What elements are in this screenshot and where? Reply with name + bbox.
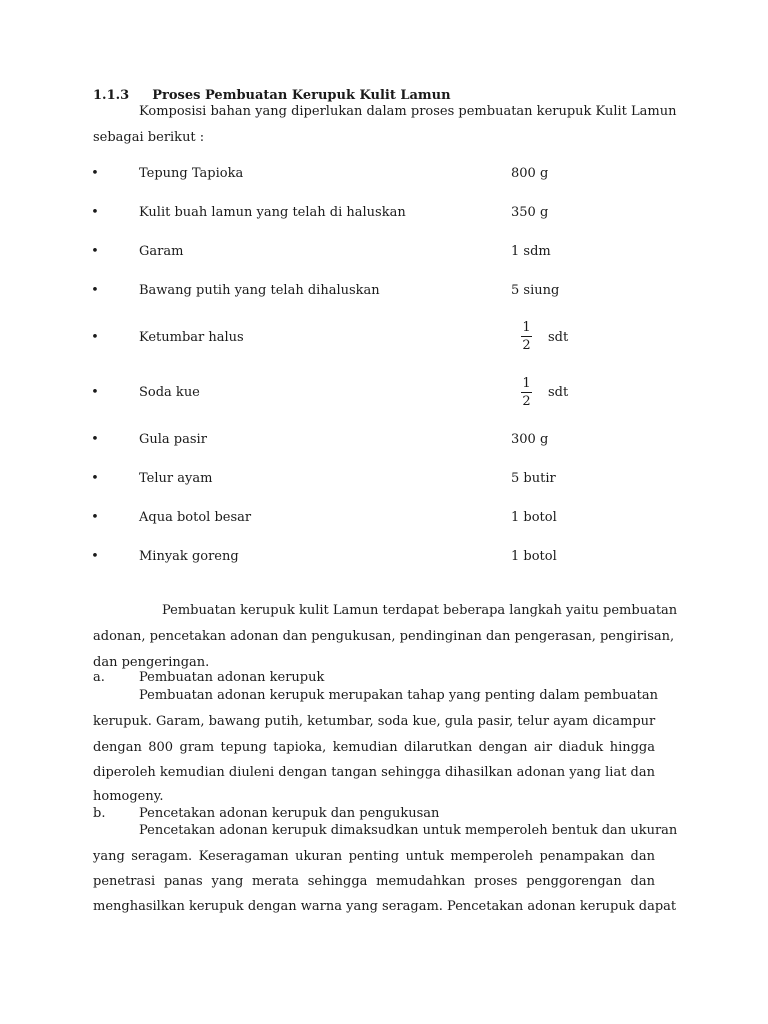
bullet-icon: • <box>91 205 99 220</box>
ingredient-name: Aqua botol besar <box>139 510 252 525</box>
bullet-icon: • <box>91 549 99 564</box>
ingredient-amount: 5 siung <box>511 283 560 298</box>
ingredient-name: Kulit buah lamun yang telah di haluskan <box>139 205 406 220</box>
step-b-title: Pencetakan adonan kerupuk dan pengukusan <box>139 806 440 821</box>
ingredient-name: Telur ayam <box>139 471 213 486</box>
fraction-denominator: 2 <box>522 394 531 409</box>
section-title: Proses Pembuatan Kerupuk Kulit Lamun <box>152 88 451 103</box>
fraction-denominator: 2 <box>522 338 531 353</box>
ingredient-name: Bawang putih yang telah dihaluskan <box>139 283 380 298</box>
step-a-line-2: kerupuk. Garam, bawang putih, ketumbar, soda kue, gula pasir, telur ayam dicampur <box>93 714 656 729</box>
step-a-line-4: diperoleh kemudian diuleni dengan tangan sehingga dihasilkan adonan yang liat dan <box>93 765 655 780</box>
fraction-numerator: 1 <box>522 376 531 391</box>
ingredient-amount: 1 sdm <box>511 244 551 259</box>
ingredient-name: Garam <box>139 244 184 259</box>
ingredient-name: Minyak goreng <box>139 549 239 564</box>
step-a-line-3: dengan 800 gram tepung tapioka, kemudian dilarutkan dengan air diaduk hingga <box>93 740 655 755</box>
ingredient-name: Gula pasir <box>139 432 207 447</box>
fraction-bar <box>521 336 532 337</box>
ingredient-unit: sdt <box>548 330 569 345</box>
fraction-bar <box>521 392 532 393</box>
fraction-numerator: 1 <box>522 320 531 335</box>
bullet-icon: • <box>91 432 99 447</box>
fraction-amount <box>521 376 532 409</box>
ingredient-amount: 1 botol <box>511 549 557 564</box>
bullet-icon: • <box>91 244 99 259</box>
ingredient-amount: 1 botol <box>511 510 557 525</box>
ingredient-unit: sdt <box>548 385 569 400</box>
step-a-line-1: Pembuatan adonan kerupuk merupakan tahap yang penting dalam pembuatan <box>139 688 658 703</box>
step-b-line-4: menghasilkan kerupuk dengan warna yang seragam. Pencetakan adonan kerupuk dapat <box>93 899 677 914</box>
step-b-label: b. <box>93 806 106 821</box>
bullet-icon: • <box>91 166 99 181</box>
bullet-icon: • <box>91 385 99 400</box>
ingredient-name: Ketumbar halus <box>139 330 244 345</box>
bullet-icon: • <box>91 510 99 525</box>
bullet-icon: • <box>91 283 99 298</box>
step-b-line-3: penetrasi panas yang merata sehingga memudahkan proses penggorengan dan <box>93 874 655 889</box>
steps-para-line-1: Pembuatan kerupuk kulit Lamun terdapat beberapa langkah yaitu pembuatan <box>162 603 678 618</box>
steps-para-line-2: adonan, pencetakan adonan dan pengukusan, pendinginan dan pengerasan, pengirisan, <box>93 629 675 644</box>
bullet-icon: • <box>91 330 99 345</box>
step-a-label: a. <box>93 670 105 685</box>
ingredient-amount: 350 g <box>511 205 549 220</box>
steps-para-line-3: dan pengeringan. <box>93 655 210 670</box>
step-b-line-1: Pencetakan adonan kerupuk dimaksudkan untuk memperoleh bentuk dan ukuran <box>139 823 678 838</box>
fraction-amount <box>521 320 532 353</box>
ingredient-name: Tepung Tapioka <box>139 166 244 181</box>
intro-line-1: Komposisi bahan yang diperlukan dalam proses pembuatan kerupuk Kulit Lamun <box>139 104 677 119</box>
ingredient-amount: 5 butir <box>511 471 556 486</box>
step-b-line-2: yang seragam. Keseragaman ukuran penting untuk memperoleh penampakan dan <box>93 849 655 864</box>
ingredient-amount: 800 g <box>511 166 549 181</box>
step-a-line-5: homogeny. <box>93 789 164 804</box>
ingredient-amount: 300 g <box>511 432 549 447</box>
section-heading <box>93 88 451 103</box>
step-a-title: Pembuatan adonan kerupuk <box>139 670 325 685</box>
ingredient-name: Soda kue <box>139 385 200 400</box>
section-number: 1.1.3 <box>93 88 130 103</box>
bullet-icon: • <box>91 471 99 486</box>
intro-line-2: sebagai berikut : <box>93 130 205 145</box>
